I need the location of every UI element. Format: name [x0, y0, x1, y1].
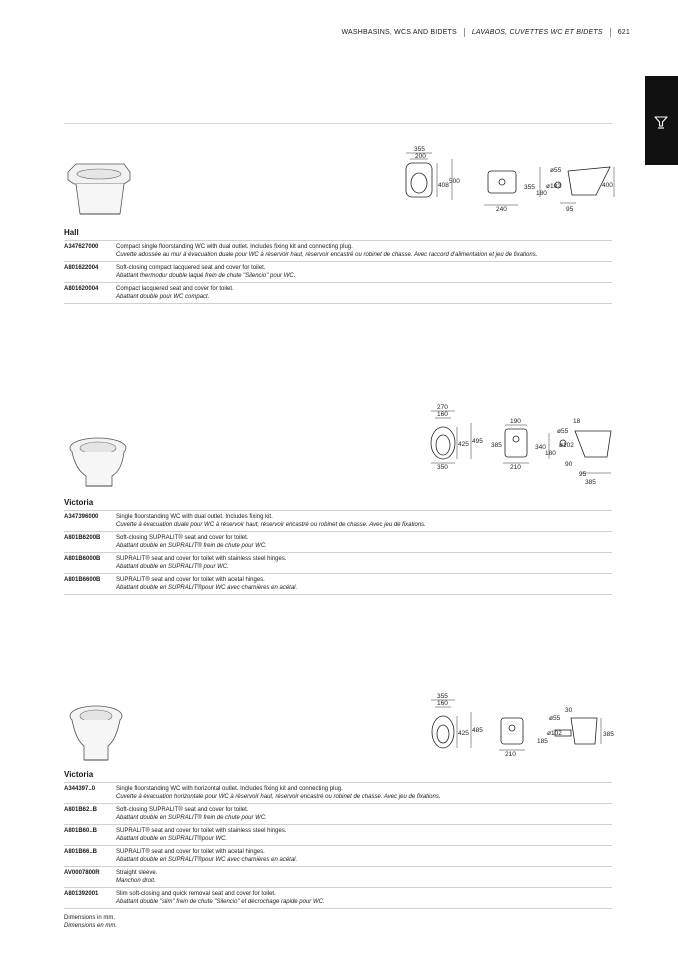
description-fr: Cuvette à évacuation horizontale pour WC à réservoir haut, réservoir encastré ou robinet de chasse. Avec jeu de fixations. [116, 794, 441, 800]
product-code: AV0007800R [64, 870, 100, 876]
dim-label: 200 [415, 153, 426, 160]
product-code: A801B60..B [64, 828, 98, 834]
dim-label: ø102 [559, 442, 574, 449]
table-row [64, 888, 612, 909]
table-row [64, 553, 612, 574]
dim-label: 355 [437, 693, 448, 700]
dim-label: 95 [579, 471, 587, 478]
header-divider [464, 28, 465, 37]
product-code: A347627000 [64, 244, 99, 250]
table-row [64, 511, 612, 532]
hall-wc-photo [64, 160, 134, 222]
product-title: Victoria [64, 770, 94, 779]
table-row [64, 804, 612, 825]
product-section-hall [64, 228, 612, 304]
description-fr: Abattant double "slim" frein de chute "Silencio" et décrochage rapide pour WC. [116, 899, 325, 905]
product-title: Hall [64, 228, 79, 237]
dim-label: 385 [585, 479, 596, 486]
description-fr: Abattant thermodur double laqué frein de chute "Silencio" pour WC. [116, 273, 296, 279]
product-section-victoria-dual [64, 498, 612, 595]
washbasin-icon [653, 114, 669, 130]
dim-label: ø55 [549, 715, 561, 722]
dim-label: 400 [602, 182, 613, 189]
dim-label: 385 [603, 731, 614, 738]
dim-label: 160 [437, 411, 448, 418]
description-en: SUPRALIT® seat and cover for toilet with acetal hinges. [116, 849, 265, 855]
description-en: SUPRALIT® seat and cover for toilet with stainless steel hinges. [116, 828, 287, 834]
dim-label: 485 [472, 727, 483, 734]
table-row [64, 783, 612, 804]
product-code: A801B6200B [64, 535, 101, 541]
table-row [64, 825, 612, 846]
description-fr: Abattant double en SUPRALIT® frein de chute pour WC. [116, 815, 267, 821]
description-en: Soft-closing SUPRALIT® seat and cover for toilet. [116, 535, 249, 541]
product-table [64, 510, 612, 595]
victoria-technical-drawing [425, 403, 625, 488]
header-section-fr: LAVABOS, CUVETTES WC ET BIDETS [471, 29, 603, 36]
description-fr: Abattant double en SUPRALIT® pour WC. [116, 564, 229, 570]
description-en: SUPRALIT® seat and cover for toilet with stainless steel hinges. [116, 556, 287, 562]
product-code: A801B66..B [64, 849, 98, 855]
dim-label: 30 [565, 707, 573, 714]
product-code: A801392001 [64, 891, 99, 897]
description-fr: Manchon droit. [116, 878, 156, 884]
dim-label: 270 [437, 404, 448, 411]
page-header [341, 28, 630, 37]
dim-label: 95 [566, 206, 574, 213]
product-code: A801B62..B [64, 807, 98, 813]
table-row [64, 241, 612, 262]
section-rule [64, 123, 612, 124]
dim-label: 495 [472, 438, 483, 445]
description-fr: Abattant double en SUPRALIT®pour WC avec charnières en acétal. [116, 585, 298, 591]
dim-label: ø55 [557, 428, 569, 435]
product-table [64, 782, 612, 909]
description-en: Single floorstanding WC with horizontal outlet. Includes fixing kit and connecting plug. [116, 786, 343, 792]
description-fr: Abattant double en SUPRALIT®pour WC. [116, 836, 228, 842]
description-en: Slim soft-closing and quick removal seat and cover for toilet. [116, 891, 276, 897]
product-code: A801B6600B [64, 577, 101, 583]
dim-label: 340 [535, 444, 546, 451]
header-section-en: WASHBASINS, WCS AND BIDETS [341, 29, 457, 36]
table-row [64, 846, 612, 867]
description-fr: Cuvette adossée au mur à évacuation duale pour WC à réservoir haut, réservoir encastré ou robinet de chasse. Avec raccord d'alimentation et jeu de fixations. [116, 252, 538, 258]
dim-label: ø55 [550, 167, 562, 174]
description-en: Straight sleeve. [116, 870, 158, 876]
product-table [64, 240, 612, 304]
product-code: A347396000 [64, 514, 99, 520]
category-tab [645, 76, 678, 165]
description-fr: Abattant double en SUPRALIT® frein de chute pour WC. [116, 543, 267, 549]
dim-label: 425 [458, 441, 469, 448]
description-en: Soft-closing SUPRALIT® seat and cover for toilet. [116, 807, 249, 813]
dim-label: 180 [536, 190, 547, 197]
description-en: Single floorstanding WC with dual outlet. Includes fixing kit. [116, 514, 273, 520]
product-code: A801622004 [64, 265, 99, 271]
description-en: Soft-closing compact lacquered seat and cover for toilet. [116, 265, 266, 271]
table-row [64, 867, 612, 888]
dim-label: 18 [573, 418, 581, 425]
product-code: A344397..0 [64, 786, 96, 792]
dim-label: 425 [458, 730, 469, 737]
table-row [64, 283, 612, 304]
page-number: 621 [617, 29, 630, 36]
description-fr: Cuvette à évacuation duale pour WC à réservoir haut, réservoir encastré ou robinet de chasse. Avec jeu de fixations. [116, 522, 426, 528]
header-divider [610, 28, 611, 37]
dim-label: 90 [565, 461, 573, 468]
dim-label: 500 [449, 178, 460, 185]
dim-label: ø102 [546, 183, 561, 190]
dim-label: 185 [537, 738, 548, 745]
footer-note-en: Dimensions in mm. [64, 915, 116, 921]
dim-label: 385 [491, 442, 502, 449]
description-en: Compact single floorstanding WC with dual outlet. Includes fixing kit and connecting plug. [116, 244, 353, 250]
dim-label: ø102 [547, 730, 562, 737]
table-row [64, 574, 612, 595]
description-en: SUPRALIT® seat and cover for toilet with acetal hinges. [116, 577, 265, 583]
dim-label: 160 [437, 700, 448, 707]
page-footer [64, 914, 117, 930]
dim-label: 355 [524, 184, 535, 191]
product-code: A801B6000B [64, 556, 101, 562]
victoria-horizontal-technical-drawing [425, 692, 625, 762]
product-code: A801620004 [64, 286, 99, 292]
dim-label: 210 [505, 751, 516, 758]
dim-label: 190 [510, 418, 521, 425]
dim-label: 180 [545, 450, 556, 457]
table-row [64, 262, 612, 283]
dim-label: 408 [438, 182, 449, 189]
dim-label: 350 [437, 464, 448, 471]
footer-note-fr: Dimensions en mm. [64, 923, 118, 929]
table-row [64, 532, 612, 553]
description-fr: Abattant double en SUPRALIT®pour WC avec charnières en acétal. [116, 857, 298, 863]
hall-technical-drawing [400, 145, 620, 220]
dim-label: 240 [496, 206, 507, 213]
description-fr: Abattant double pour WC compact. [116, 294, 210, 300]
victoria-horizontal-wc-photo [64, 700, 128, 766]
product-title: Victoria [64, 498, 94, 507]
dim-label: 210 [510, 464, 521, 471]
dim-label: 355 [414, 146, 425, 153]
victoria-wc-photo [64, 432, 132, 492]
description-en: Compact lacquered seat and cover for toilet. [116, 286, 234, 292]
product-section-victoria-horizontal [64, 770, 612, 909]
